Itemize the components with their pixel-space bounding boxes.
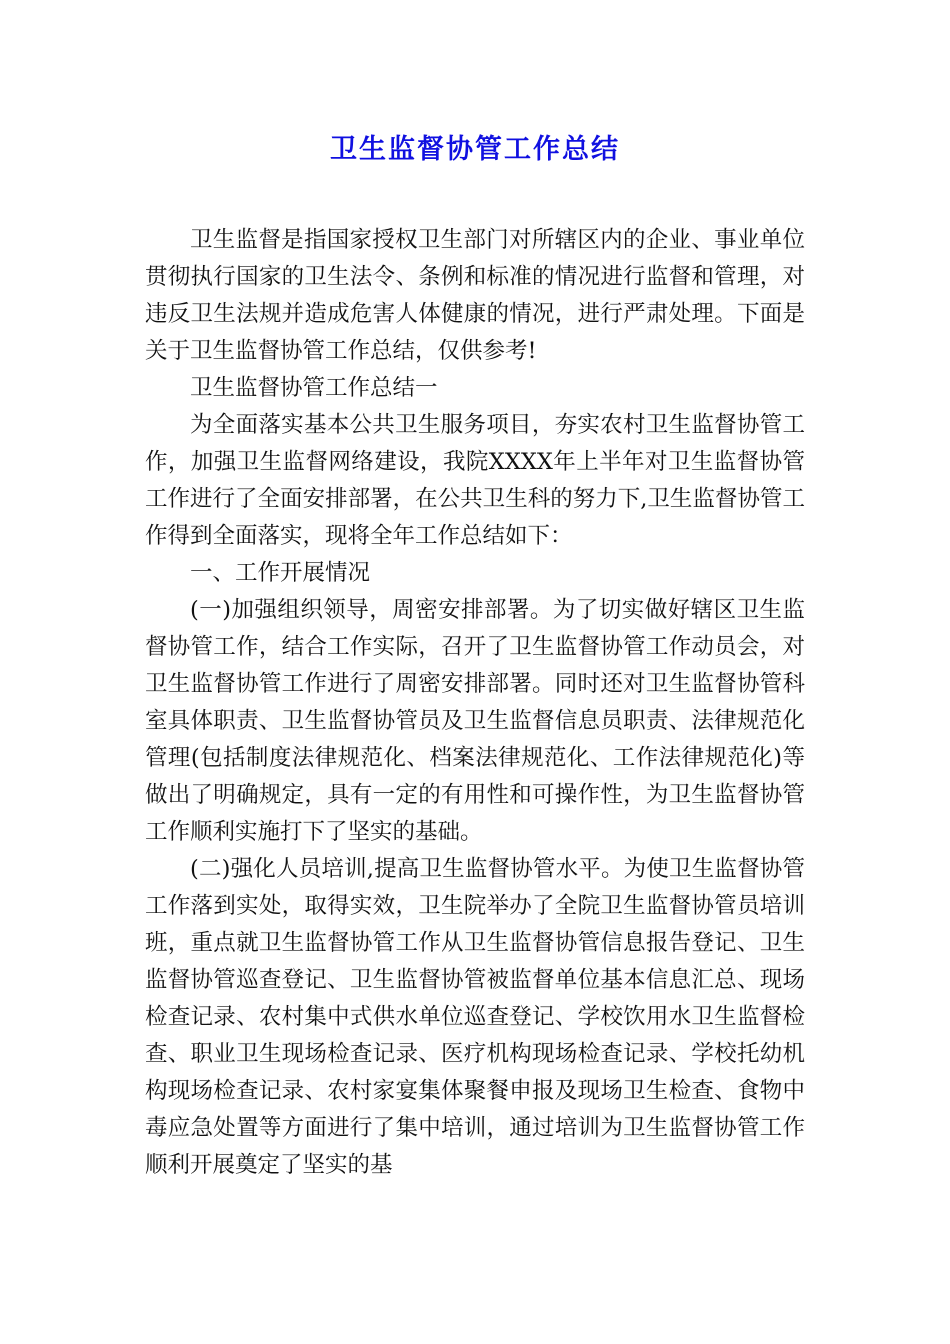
paragraph-subheading: 一、工作开展情况	[190, 560, 371, 586]
document-title: 卫生监督协管工作总结	[330, 134, 620, 165]
paragraph-item-2: (二)强化人员培训,提高卫生监督协管水平。为使卫生监督协管工作落到实处，取得实效，卫生院举办了全院卫生监督协管员培训班，重点就卫生监督协管工作从卫生监督协管信息报告登记、卫生监督协管巡查登记、卫生监督协管被监督单位基本信息汇总、现场检查记录、农村集中式供水单位巡查登记、学校饮用水卫生监督检查、职业卫生现场检查记录、医疗机构现场检查记录、学校托幼机构现场检查记录、农村家宴集体聚餐申报及现场卫生检查、食物中毒应急处置等方面进行了集中培训，通过培训为卫生监督协管工作顺利开展奠定了坚实的基	[145, 856, 805, 1178]
paragraph-overview: 为全面落实基本公共卫生服务项目，夯实农村卫生监督协管工作，加强卫生监督网络建设，我院XXXX年上半年对卫生监督协管工作进行了全面安排部署，在公共卫生科的努力下,卫生监督协管工作得到全面落实，现将全年工作总结如下：	[145, 412, 805, 549]
paragraph-item-1: (一)加强组织领导，周密安排部署。为了切实做好辖区卫生监督协管工作，结合工作实际，召开了卫生监督协管工作动员会，对卫生监督协管工作进行了周密安排部署。同时还对卫生监督协管科室具体职责、卫生监督协管员及卫生监督信息员职责、法律规范化管理(包括制度法律规范化、档案法律规范化、工作法律规范化)等做出了明确规定，具有一定的有用性和可操作性，为卫生监督协管工作顺利实施打下了坚实的基础。	[145, 597, 805, 845]
document-body	[145, 222, 805, 1184]
paragraph-intro: 卫生监督是指国家授权卫生部门对所辖区内的企业、事业单位贯彻执行国家的卫生法令、条例和标准的情况进行监督和管理，对违反卫生法规并造成危害人体健康的情况，进行严肃处理。下面是关于卫生监督协管工作总结，仅供参考!	[145, 227, 805, 364]
paragraph-section-heading: 卫生监督协管工作总结一	[190, 375, 438, 401]
